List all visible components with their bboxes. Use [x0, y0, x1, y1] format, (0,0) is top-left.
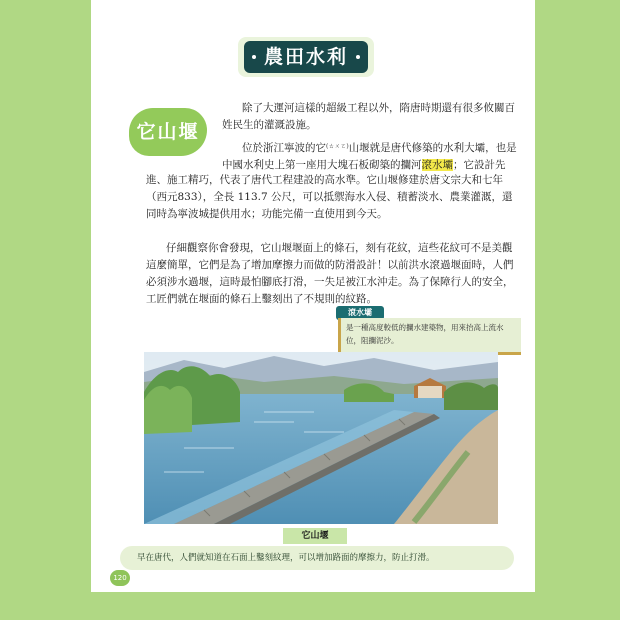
left-page-margin	[0, 0, 91, 620]
left-willow	[144, 386, 192, 434]
bottom-page-margin	[91, 592, 535, 620]
photo-caption: 它山堰	[283, 528, 347, 544]
paragraph-tashanyan-cont: 進、施工精巧，代表了唐代工程建設的高水準。它山堰修建於唐文宗大和七年（西元833），全長 113.7 公尺，可以抵禦海水入侵、積蓄淡水、農業灌溉，還同時為寧波城提供用水；功能完備一直使用到今天。	[146, 174, 513, 220]
section-title	[244, 41, 368, 73]
title-dot-left	[252, 55, 256, 59]
phonetic-annotation: (ㄊㄨㄛ)	[326, 143, 349, 150]
tashanyan-weir-illustration	[144, 352, 498, 524]
section-title-text: 農田水利	[263, 46, 348, 68]
p2-line1: 山堰就是唐代修築的水利大壩，也是中國水利史上第一座用大塊石板砌築的攔河	[222, 142, 517, 171]
p2-intro: 位於浙江寧波的它	[242, 142, 326, 154]
paragraph-intro: 除了大運河這樣的超級工程以外，隋唐時期還有很多攸關百姓民生的灌溉設施。	[222, 102, 515, 131]
paragraph-texture: 仔細觀察你會發現，它山堰堰面上的條石，刻有花紋，這些花紋可不是美觀這麼簡單，它們是為了增加摩擦力而做的防滑設計！以前洪水滾過堰面時，人們必須涉水過堰，這時最怕腳底打滑，一失足被江水沖走。為了保障行人的安全，工匠們就在堰面的條石上鑿刻出了不規則的紋路。	[146, 242, 514, 305]
p2-line2: ；它設計先	[453, 159, 506, 171]
highlight-term: 滾水壩	[421, 159, 453, 171]
right-trees	[444, 382, 498, 410]
right-page-margin	[535, 0, 620, 620]
house-wall	[418, 386, 442, 398]
title-dot-right	[356, 55, 360, 59]
paragraph-tashanyan-line	[222, 138, 518, 174]
glossary-definition: 是一種高度較低的攔水建築物，用來抬高上流水位，阻攔泥沙。	[346, 323, 504, 345]
page-number: 120	[110, 570, 130, 586]
note-text: 早在唐代，人們就知道在石面上鑿刻紋理，可以增加路面的摩擦力，防止打滑。	[137, 553, 435, 563]
glossary-term-tag: 滾水壩	[336, 306, 384, 320]
side-heading-badge: 它山堰	[129, 108, 207, 156]
